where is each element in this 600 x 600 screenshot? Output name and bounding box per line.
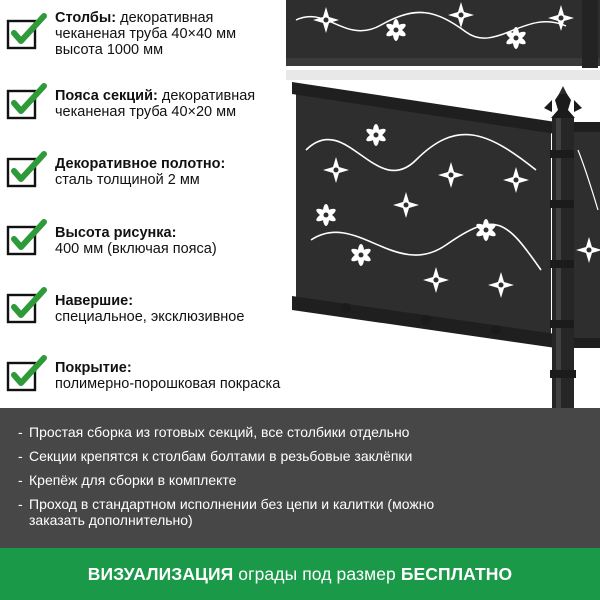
back-fence-section	[286, 0, 600, 68]
front-fence-section	[292, 82, 556, 348]
spec-desc: декоративная	[116, 10, 214, 26]
feature-text: Секции крепятся к столбам болтами в резьбовые заклёпки	[29, 448, 413, 464]
checkbox-checkmark-icon	[6, 286, 48, 328]
spec-desc: декоративная	[157, 88, 256, 104]
feature-item	[18, 496, 588, 528]
spec-title: Пояса секций:	[55, 88, 158, 104]
feature-text: Крепёж для сборки в комплекте	[29, 472, 237, 488]
checkbox-checkmark-icon	[6, 82, 48, 124]
spec-line: высота 1000 мм	[55, 42, 164, 58]
visualization-banner[interactable]	[0, 548, 600, 600]
feature-item	[18, 472, 588, 488]
side-fence-section	[574, 122, 600, 348]
checkbox-checkmark-icon	[6, 150, 48, 192]
feature-item	[18, 424, 588, 440]
spec-title: Декоративное полотно:	[55, 156, 226, 172]
spec-line: полимерно-порошковая покраска	[55, 376, 281, 392]
banner-text: ограды под размер	[233, 563, 401, 584]
feature-text: Проход в стандартном исполнении без цепи и калитки (можно заказать дополнительно)	[29, 496, 435, 528]
spec-title: Покрытие:	[55, 360, 132, 376]
spec-line: 400 мм (включая пояса)	[55, 241, 217, 257]
spec-title: Высота рисунка:	[55, 225, 177, 241]
bullet-dash: -	[18, 472, 23, 488]
spec-title: Столбы:	[55, 10, 117, 26]
checkbox-checkmark-icon	[6, 218, 48, 260]
features-panel	[0, 408, 600, 548]
spec-line: сталь толщиной 2 мм	[55, 172, 200, 188]
banner-free: БЕСПЛАТНО	[400, 563, 513, 584]
left-fence-post	[286, 70, 600, 80]
spec-line: чеканеная труба 40×20 мм	[55, 104, 237, 120]
feature-item	[18, 448, 588, 464]
bullet-dash: -	[18, 424, 23, 440]
banner-highlight: ВИЗУАЛИЗАЦИЯ	[87, 563, 234, 584]
spec-title: Навершие:	[55, 293, 134, 309]
bullet-dash: -	[18, 448, 23, 464]
checkbox-checkmark-icon	[6, 12, 48, 54]
checkbox-checkmark-icon	[6, 354, 48, 396]
spec-line: специальное, эксклюзивное	[55, 309, 245, 325]
feature-list	[18, 424, 588, 528]
fence-illustration	[286, 0, 600, 408]
feature-text: Простая сборка из готовых секций, все столбики отдельно	[29, 424, 410, 440]
bullet-dash: -	[18, 496, 23, 512]
spec-line: чеканеная труба 40×40 мм	[55, 26, 237, 42]
